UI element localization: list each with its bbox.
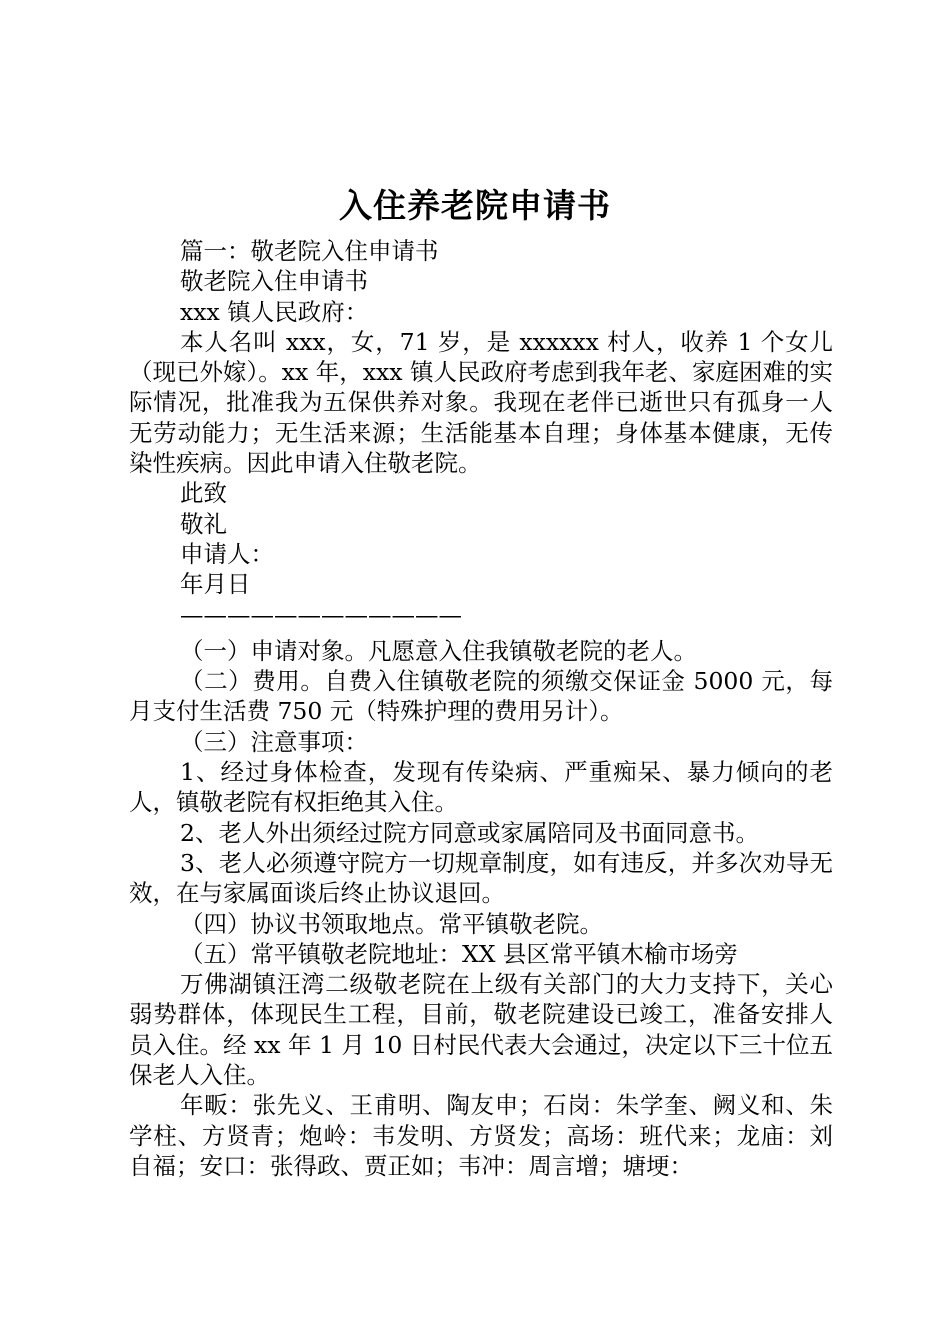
paragraph-closing-1: 此致 xyxy=(180,479,227,508)
paragraph-applicant: 申请人： xyxy=(180,539,274,568)
paragraph-heading-part1: 篇一：敬老院入住申请书 xyxy=(180,237,439,265)
paragraph-item-5: （五）常平镇敬老院地址：XX 县区常平镇木榆市场旁 xyxy=(180,939,738,968)
paragraph-note-1: 1、经过身体检查，发现有传染病、严重痴呆、暴力倾向的老人，镇敬老院有权拒绝其入住。 xyxy=(129,758,833,817)
paragraph-name-list: 年畈：张先义、王甫明、陶友申；石岗：朱学奎、阙义和、朱学柱、方贤青；炮岭：韦发明、方贤发；高场：班代来；龙庙：刘自福；安口：张得政、贾正如；韦冲：周言增；塘埂： xyxy=(129,1091,833,1180)
paragraph-subtitle: 敬老院入住申请书 xyxy=(180,267,368,296)
paragraph-note-2: 2、老人外出须经过院方同意或家属陪同及书面同意书。 xyxy=(180,818,759,847)
separator-line: ———————————— xyxy=(180,600,462,629)
paragraph-item-3: （三）注意事项： xyxy=(180,727,368,756)
paragraph-item-1: （一）申请对象。凡愿意入住我镇敬老院的老人。 xyxy=(180,636,697,665)
paragraph-application-body: 本人名叫 xxx，女，71 岁，是 xxxxxx 村人，收养 1 个女儿（现已外嫁）。xx 年，xxx 镇人民政府考虑到我年老、家庭困难的实际情况，批准我为五保供养对象。我现在老伴已逝世只有孤身一人无劳动能力；无生活来源；生活能基本自理；身体基本健康，无传染性疾病。因此申请入住敬老院。 xyxy=(129,327,833,478)
paragraph-wanfohu: 万佛湖镇汪湾二级敬老院在上级有关部门的大力支持下，关心弱势群体，体现民生工程，目前，敬老院建设已竣工，准备安排人员入住。经 xx 年 1 月 10 日村民代表大会通过，决定以下三十位五保老人入住。 xyxy=(129,970,833,1090)
paragraph-date: 年月日 xyxy=(180,570,251,599)
paragraph-item-2: （二）费用。自费入住镇敬老院的须缴交保证金 5000 元，每月支付生活费 750 元（特殊护理的费用另计）。 xyxy=(129,667,833,726)
paragraph-note-3: 3、老人必须遵守院方一切规章制度，如有违反，并多次劝导无效，在与家属面谈后终止协议退回。 xyxy=(129,848,833,908)
paragraph-addressee: xxx 镇人民政府： xyxy=(180,297,369,326)
paragraph-item-4: （四）协议书领取地点。常平镇敬老院。 xyxy=(180,909,603,938)
paragraph-closing-2: 敬礼 xyxy=(180,509,227,538)
document-title: 入住养老院申请书 xyxy=(339,186,611,225)
document-body xyxy=(129,236,833,1181)
